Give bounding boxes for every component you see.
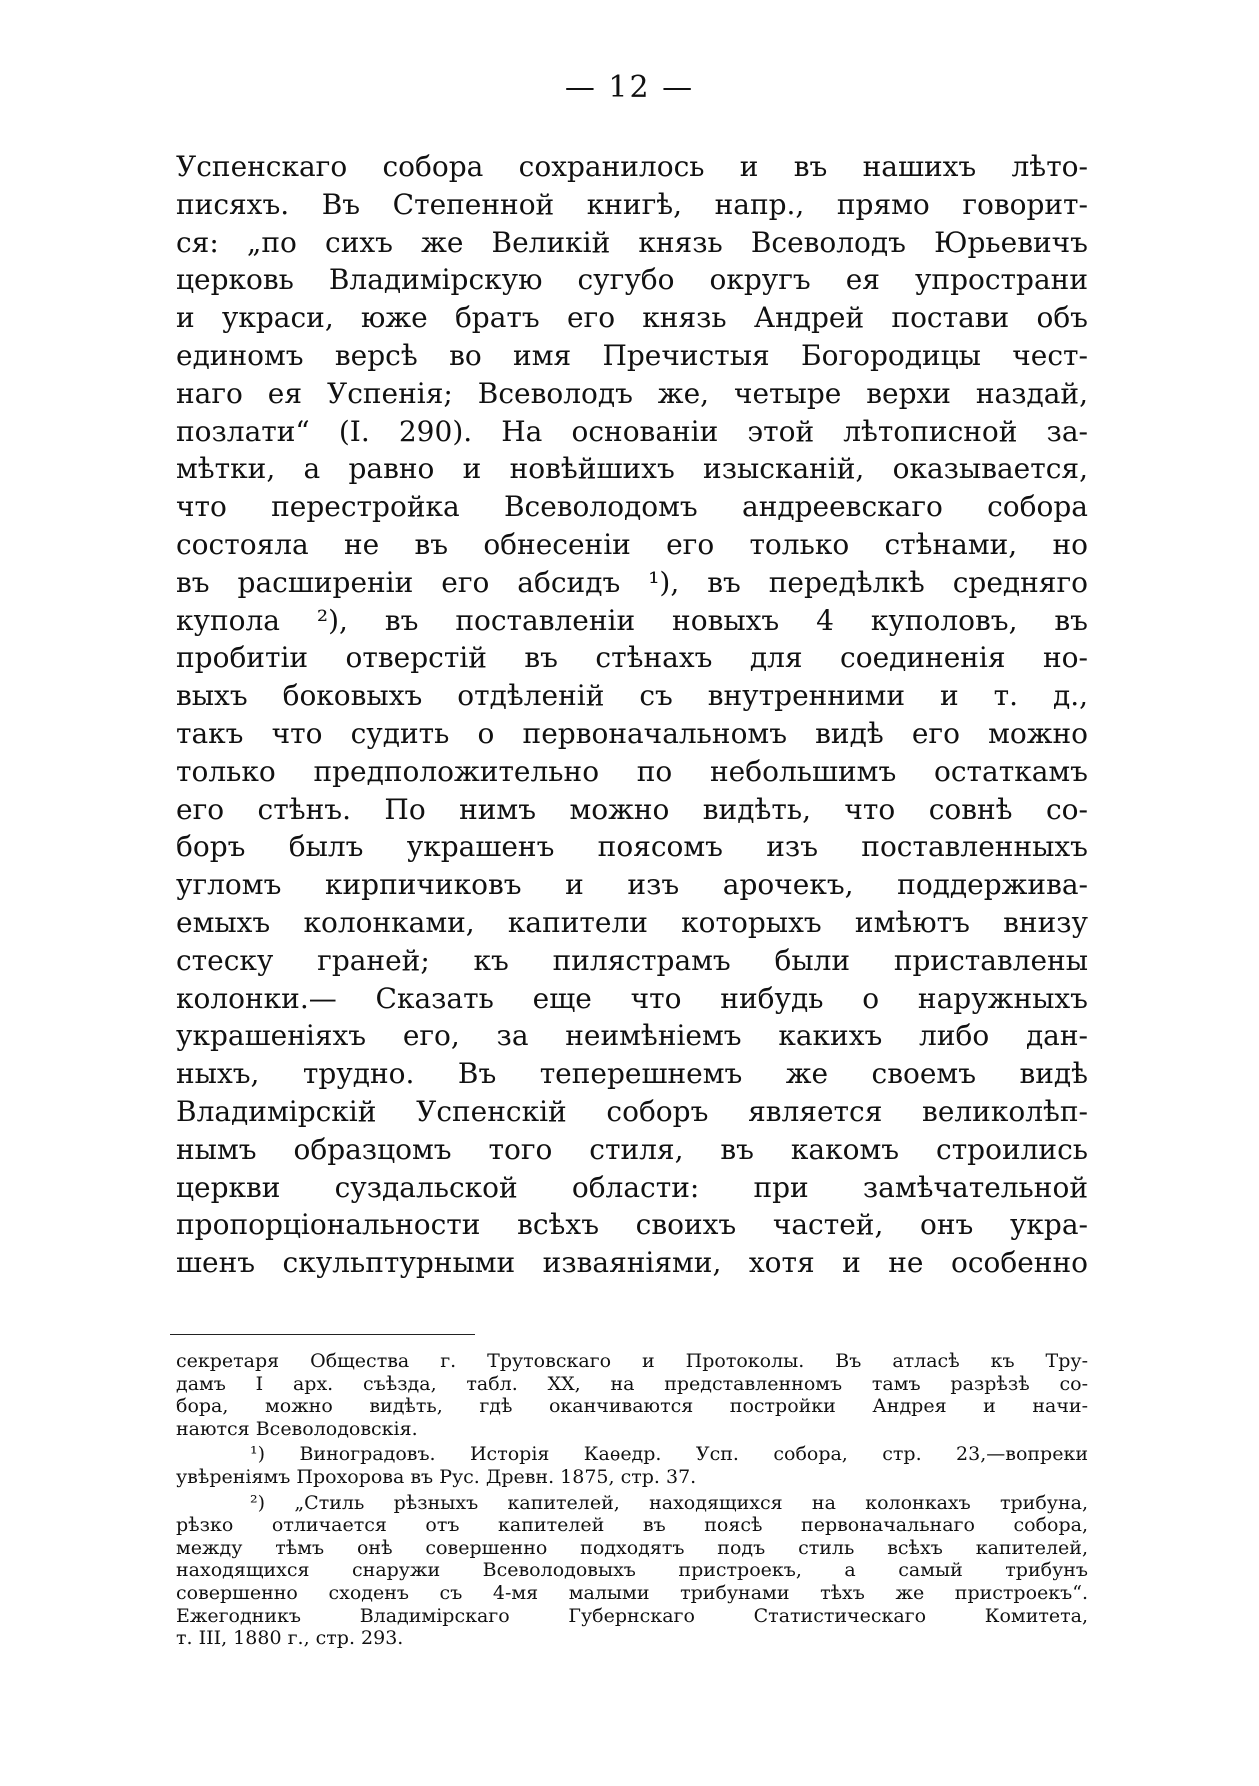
text-line: состояла не въ обнесеніи его только стѣнами, но [176,527,1088,561]
footnotes [176,1350,1088,1650]
footnote-line: совершенно сходенъ съ 4-мя малыми трибунами тѣхъ же пристроекъ“. [176,1581,1088,1604]
text-line: только предположительно по небольшимъ остаткамъ [176,754,1088,788]
footnote-line: т. III, 1880 г., стр. 293. [176,1627,404,1650]
footnote-line: ²) „Стиль рѣзныхъ капителей, находящихся на колонкахъ трибуна, [250,1491,1088,1514]
text-line: шенъ скульптурными изваяніями, хотя и не особенно [176,1246,1088,1280]
text-line: такъ что судить о первоначальномъ видѣ его можно [176,716,1088,750]
text-line: стеску граней; къ пилястрамъ были приставлены [176,943,1088,977]
page-number: — 12 — [564,70,695,105]
text-line: боръ былъ украшенъ поясомъ изъ поставленныхъ [176,830,1088,864]
text-line: Успенскаго собора сохранилось и въ нашихъ лѣто- [176,150,1088,183]
footnote-2 [176,1492,1088,1650]
footnote-line: увѣреніямъ Прохорова въ Рус. Древн. 1875, стр. 37. [176,1465,697,1488]
footnote-1 [176,1443,1088,1488]
footnote-continued [176,1350,1088,1440]
footnote-line: наются Всеволодовскія. [176,1417,418,1440]
text-line: ныхъ, трудно. Въ теперешнемъ же своемъ видѣ [176,1057,1088,1091]
footnote-line: рѣзко отличается отъ капителей въ поясѣ первоначальнаго собора, [176,1514,1088,1537]
footnote-line: Ежегодникъ Владимірскаго Губернскаго Статистическаго Комитета, [176,1604,1088,1627]
text-line: наго ея Успенія; Всеволодъ же, четыре верхи наздай, [176,376,1088,410]
footnote-line: бора, можно видѣть, гдѣ оканчиваются постройки Андрея и начи- [176,1395,1088,1418]
text-line: что перестройка Всеволодомъ андреевскаго собора [176,490,1088,524]
text-line: церкви суздальской области: при замѣчательной [176,1170,1088,1204]
footnote-line: секретаря Общества г. Трутовскаго и Протоколы. Въ атласѣ къ Тру- [176,1350,1088,1372]
text-line: его стѣнъ. По нимъ можно видѣть, что совнѣ со- [176,792,1088,826]
footnote-line: находящихся снаружи Всеволодовыхъ пристроекъ, а самый трибунъ [176,1559,1088,1582]
text-line: угломъ кирпичиковъ и изъ арочекъ, поддержива- [176,868,1088,902]
footnote-line: ¹) Виноградовъ. Исторія Каѳедр. Усп. собора, стр. 23,—вопреки [250,1443,1088,1466]
text-line: пропорціональности всѣхъ своихъ частей, онъ укра- [176,1208,1088,1242]
text-line: писяхъ. Въ Степенной книгѣ, напр., прямо говорит- [176,187,1088,221]
text-line: пробитіи отверстій въ стѣнахъ для соединенія но- [176,641,1088,675]
text-line: ся: „по сихъ же Великій князь Всеволодъ Юрьевичъ [176,225,1088,259]
text-line: купола ²), въ поставленіи новыхъ 4 куполовъ, въ [176,603,1088,637]
footnote-divider [170,1334,475,1335]
text-line: мѣтки, а равно и новѣйшихъ изысканій, оказывается, [176,452,1088,486]
text-line: колонки.— Сказать еще что нибудь о наружныхъ [176,981,1088,1015]
text-line: церковь Владимірскую сугубо округъ ея упространи [176,263,1088,297]
main-text [176,148,1088,1282]
text-line: выхъ боковыхъ отдѣленій съ внутренними и т. д., [176,679,1088,713]
text-line: въ расширеніи его абсидъ ¹), въ передѣлкѣ средняго [176,565,1088,599]
text-line: нымъ образцомъ того стиля, въ какомъ строились [176,1132,1088,1166]
text-line: и украси, юже братъ его князь Андрей постави объ [176,301,1088,335]
footnote-line: дамъ I арх. съѣзда, табл. XX, на представленномъ тамъ разрѣзѣ со- [176,1372,1088,1395]
text-line: Владимірскій Успенскій соборъ является великолѣп- [176,1094,1088,1128]
text-line: позлати“ (I. 290). На основаніи этой лѣтописной за- [176,414,1088,448]
footnote-line: между тѣмъ онѣ совершенно подходятъ подъ стиль всѣхъ капителей, [176,1536,1088,1559]
text-line: емыхъ колонками, капители которыхъ имѣютъ внизу [176,905,1088,939]
text-line: украшеніяхъ его, за неимѣніемъ какихъ либо дан- [176,1019,1088,1053]
text-line: единомъ версѣ во имя Пречистыя Богородицы чест- [176,338,1088,372]
